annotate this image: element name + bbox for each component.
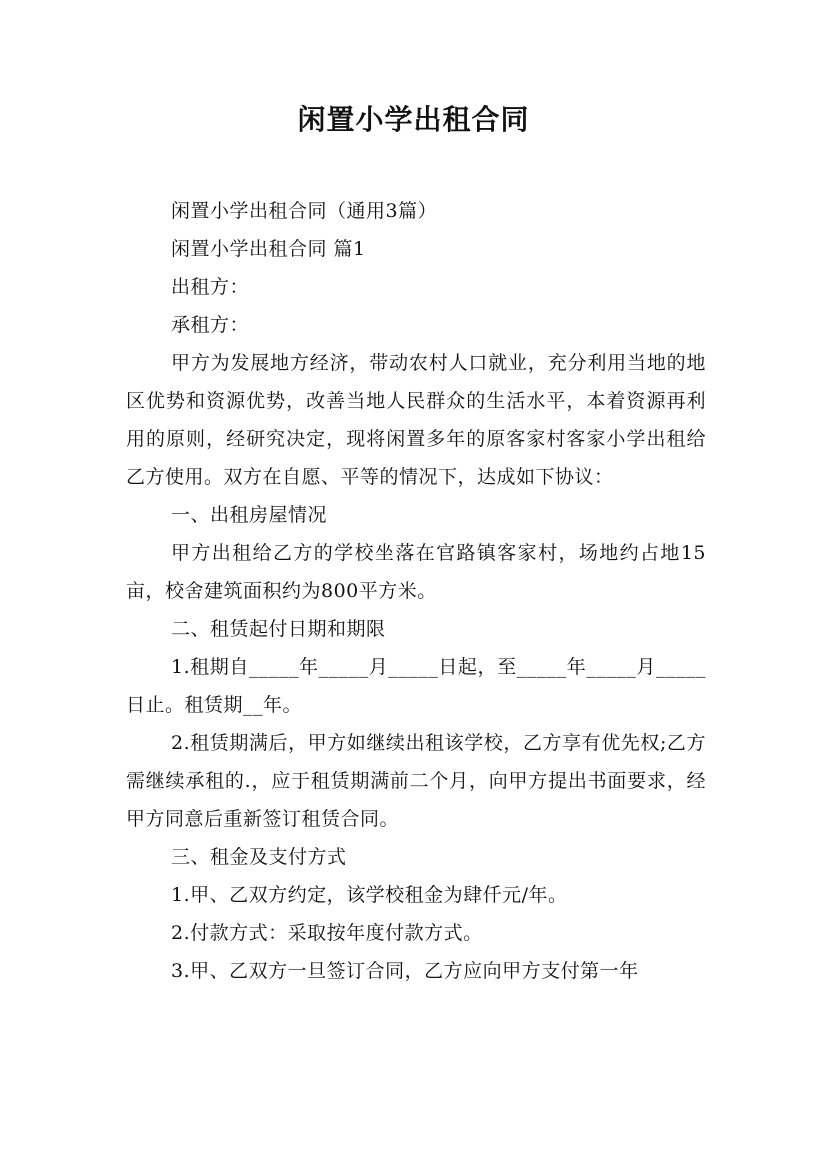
paragraph-rent: 1.甲、乙双方约定，该学校租金为肆仟元/年。: [171, 884, 568, 906]
paragraph-term: 1.租期自_____年_____月_____日起，至_____年_____月_____日止。租赁期__年。: [126, 656, 706, 716]
paragraph-doc-heading: 闲置小学出租合同（通用3篇）: [171, 200, 438, 222]
paragraph-first-payment: 3.甲、乙双方一旦签订合同，乙方应向甲方支付第一年: [171, 960, 639, 982]
document-title: 闲置小学出租合同: [297, 103, 530, 136]
paragraph-renewal: 2.租赁期满后，甲方如继续出租该学校，乙方享有优先权;乙方需继续承租的.，应于租赁期满前二个月，向甲方提出书面要求，经甲方同意后重新签订租赁合同。: [126, 732, 706, 830]
paragraph-part-heading: 闲置小学出租合同 篇1: [171, 238, 366, 260]
section-heading-3: 三、租金及支付方式: [171, 846, 347, 868]
paragraph-lessee: 承租方：: [171, 314, 250, 336]
section-heading-2: 二、租赁起付日期和期限: [171, 618, 386, 640]
paragraph-property: 甲方出租给乙方的学校坐落在官路镇客家村，场地约占地15亩，校舍建筑面积约为800平方米。: [126, 542, 706, 602]
paragraph-lessor: 出租方：: [171, 276, 250, 298]
paragraph-payment-method: 2.付款方式：采取按年度付款方式。: [171, 922, 483, 944]
document-body: [126, 192, 706, 990]
paragraph-preamble: 甲方为发展地方经济，带动农村人口就业，充分利用当地的地区优势和资源优势，改善当地人民群众的生活水平，本着资源再利用的原则，经研究决定，现将闲置多年的原客家村客家小学出租给乙方使用。双方在自愿、平等的情况下，达成如下协议：: [126, 352, 706, 488]
section-heading-1: 一、出租房屋情况: [171, 504, 328, 526]
